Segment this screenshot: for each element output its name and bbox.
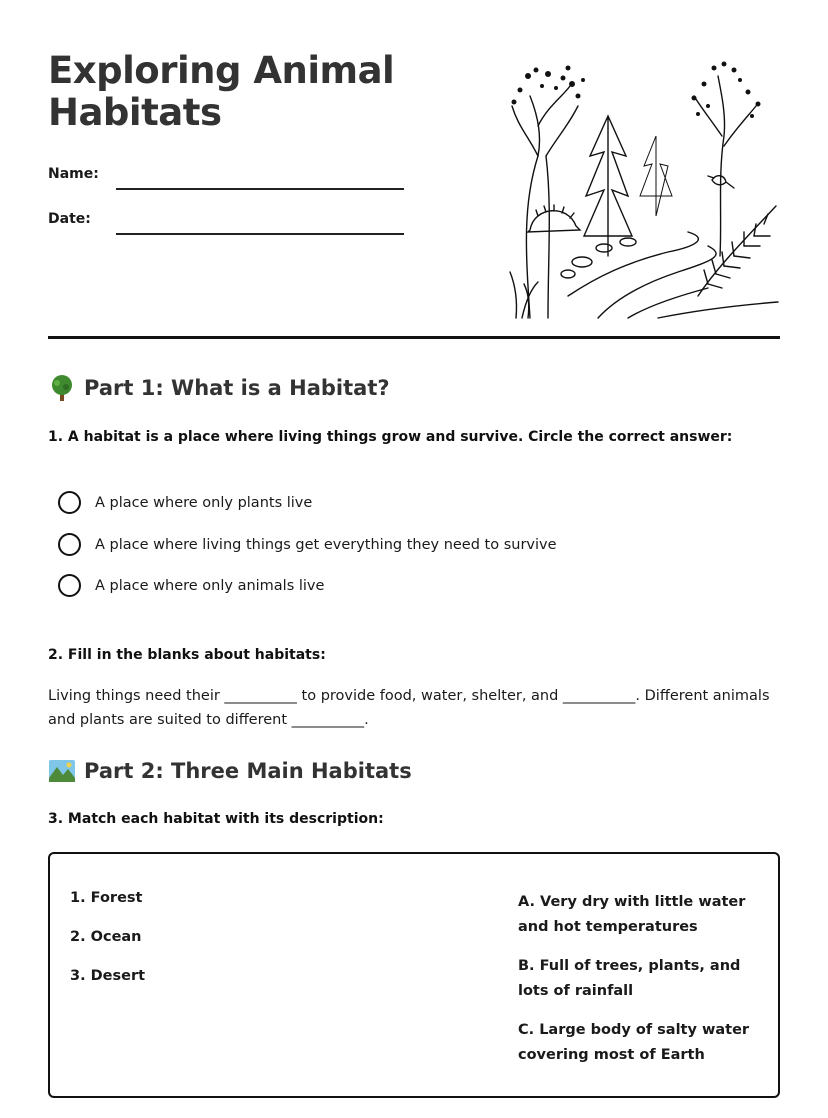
habitat-item[interactable]: 1. Forest [70,890,143,906]
part1-heading [48,374,390,402]
matching-box [48,852,780,1098]
description-item[interactable]: B. Full of trees, plants, and lots of rainfall [518,958,741,999]
option-2-label: A place where living things get everything they need to survive [95,536,557,553]
name-field-row [48,160,468,182]
header-divider [48,336,780,339]
forest-stream-illustration [508,56,782,322]
landscape-emoji-icon [48,757,76,785]
part1-heading-text: Part 1: What is a Habitat? [84,376,390,400]
description-item[interactable]: A. Very dry with little water and hot temperatures [518,894,746,935]
title-line-1: Exploring Animal [48,49,395,92]
worksheet-header [48,50,468,227]
option-3[interactable] [58,574,324,597]
habitat-item[interactable]: 3. Desert [70,968,146,984]
name-field[interactable] [116,176,404,190]
question-3: 3. Match each habitat with its description: [48,811,384,827]
tree-emoji-icon [48,374,76,402]
date-field[interactable] [116,221,404,235]
title-line-2: Habitats [48,91,222,134]
worksheet-title [48,50,468,134]
option-1-radio[interactable] [58,491,81,514]
option-2[interactable] [58,533,557,556]
option-1-label: A place where only plants live [95,494,313,511]
option-3-radio[interactable] [58,574,81,597]
fill-in-blank-text[interactable]: Living things need their __________ to provide food, water, shelter, and __________. Different animals and plants are suited to different __________. [48,688,770,728]
part2-heading [48,757,412,785]
description-list [518,890,768,1082]
habitat-item[interactable]: 2. Ocean [70,929,142,945]
habitat-list [70,890,145,1007]
option-2-radio[interactable] [58,533,81,556]
date-label: Date: [48,211,91,227]
option-1[interactable] [58,491,312,514]
part2-heading-text: Part 2: Three Main Habitats [84,759,412,783]
description-item[interactable]: C. Large body of salty water covering most of Earth [518,1022,750,1063]
option-3-label: A place where only animals live [95,577,325,594]
question-1: 1. A habitat is a place where living things grow and survive. Circle the correct answer: [48,429,733,445]
question-2: 2. Fill in the blanks about habitats: [48,647,326,663]
date-field-row [48,205,468,227]
name-label: Name: [48,166,99,182]
